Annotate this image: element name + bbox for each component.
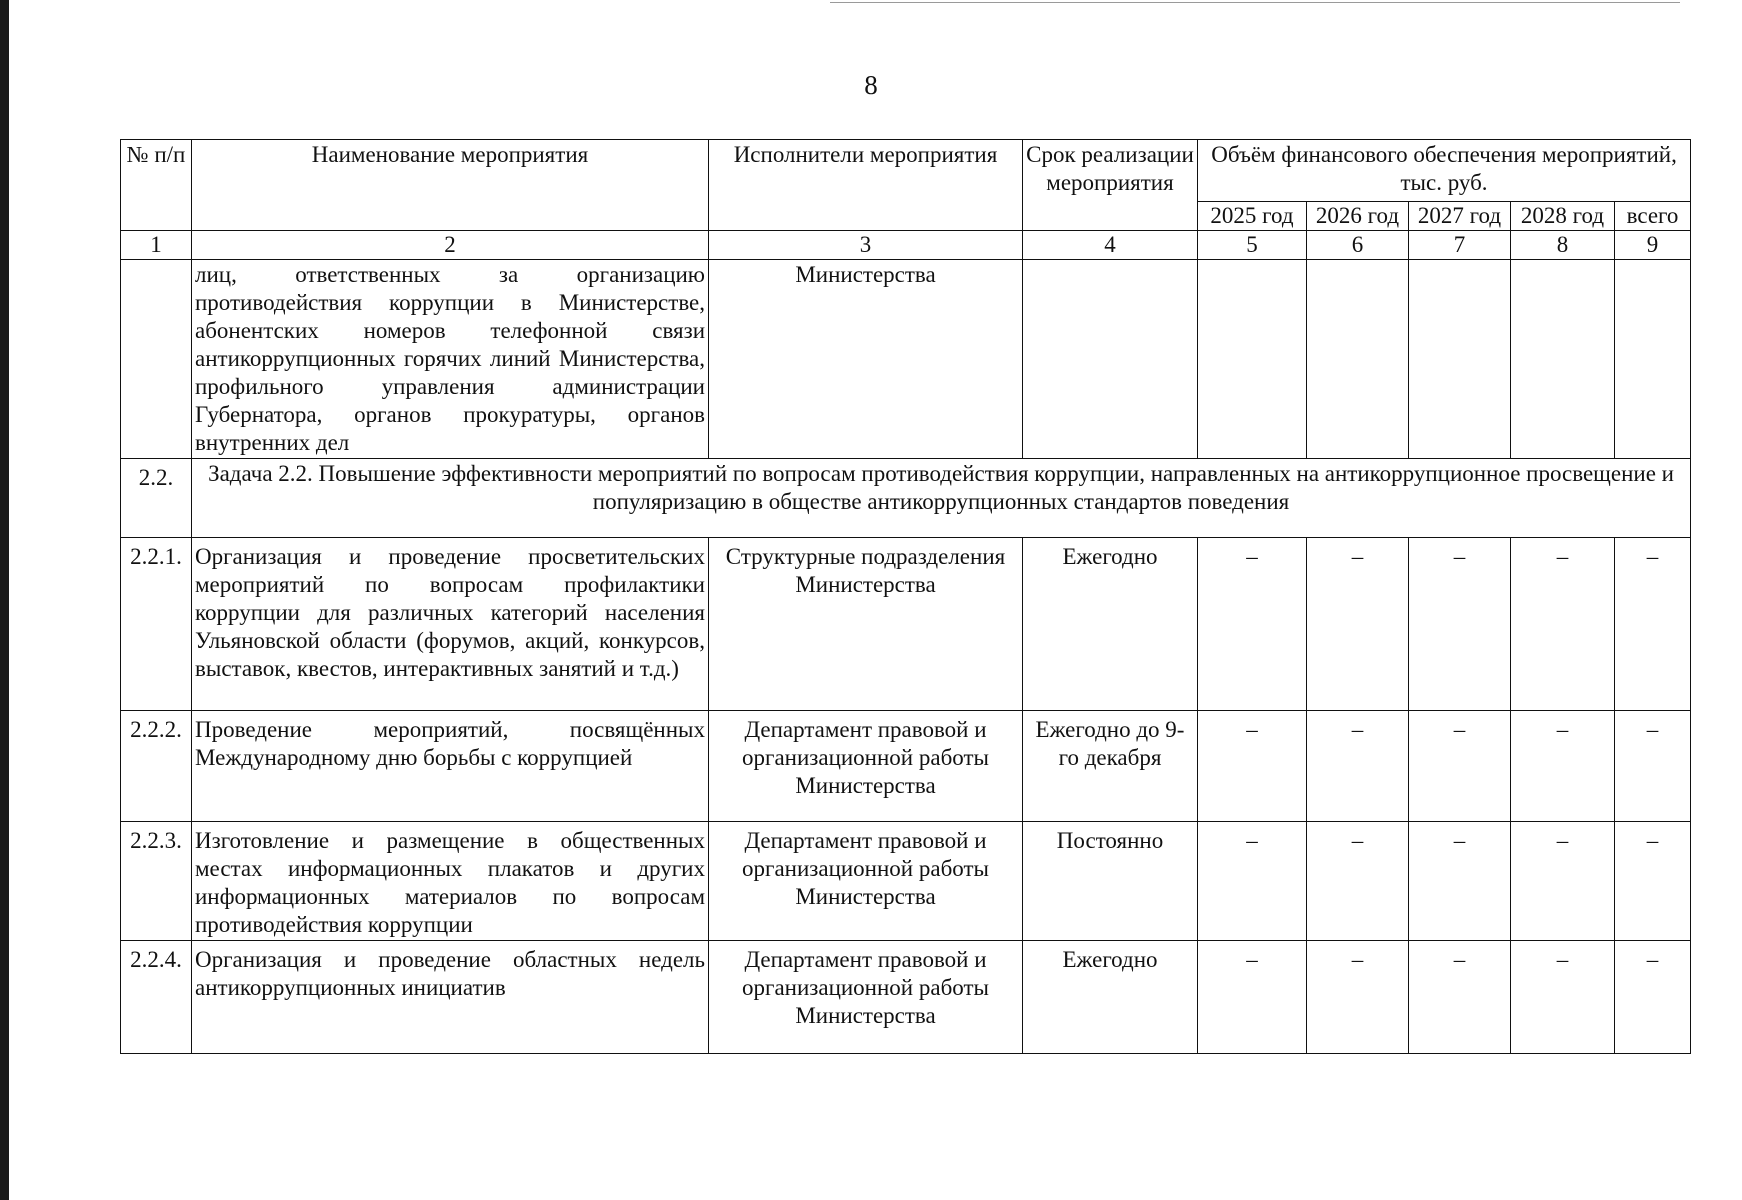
- item-value-2025: –: [1198, 538, 1307, 711]
- item-num: 2.2.4.: [121, 941, 192, 1054]
- column-number: 9: [1615, 231, 1691, 260]
- item-num: 2.2.3.: [121, 822, 192, 941]
- item-name: Проведение мероприятий, посвящённых Международному дню борьбы с коррупцией: [192, 711, 709, 822]
- row-name: лиц, ответственных за организацию противодействия коррупции в Министерстве, абонентских номеров телефонной связи антикоррупционных горячих линий Министерства, профильного управления администрации Губернатора, органов прокуратуры, органов внутренних дел: [192, 260, 709, 459]
- row-value-total: [1615, 260, 1691, 459]
- item-value-2025: –: [1198, 822, 1307, 941]
- column-number: 2: [192, 231, 709, 260]
- item-value-2026: –: [1307, 822, 1409, 941]
- item-name: Организация и проведение областных недель антикоррупционных инициатив: [192, 941, 709, 1054]
- item-value-2026: –: [1307, 538, 1409, 711]
- column-number: 7: [1409, 231, 1511, 260]
- row-value-2025: [1198, 260, 1307, 459]
- header-executors: Исполнители мероприятия: [709, 140, 1023, 231]
- item-term: Постоянно: [1023, 822, 1198, 941]
- row-value-2027: [1409, 260, 1511, 459]
- scan-top-rule: [830, 2, 1680, 3]
- item-value-2028: –: [1511, 822, 1615, 941]
- column-number: 6: [1307, 231, 1409, 260]
- header-finance: Объём финансового обеспечения мероприятий, тыс. руб.: [1198, 140, 1691, 202]
- activities-table: [120, 139, 1691, 1054]
- item-value-2025: –: [1198, 941, 1307, 1054]
- item-executors: Департамент правовой и организационной работы Министерства: [709, 711, 1023, 822]
- column-number: 1: [121, 231, 192, 260]
- row-num: [121, 260, 192, 459]
- task-text: Задача 2.2. Повышение эффективности мероприятий по вопросам противодействия коррупции, направленных на антикоррупционное просвещение и популяризацию в обществе антикоррупционных стандартов поведения: [192, 459, 1691, 538]
- item-value-2028: –: [1511, 941, 1615, 1054]
- item-value-2025: –: [1198, 711, 1307, 822]
- item-value-total: –: [1615, 538, 1691, 711]
- page-number: 8: [864, 70, 878, 100]
- item-value-2026: –: [1307, 941, 1409, 1054]
- column-number: 8: [1511, 231, 1615, 260]
- scan-left-edge: [0, 0, 9, 1200]
- item-name: Изготовление и размещение в общественных местах информационных плакатов и других информационных материалов по вопросам противодействия коррупции: [192, 822, 709, 941]
- row-executors: Министерства: [709, 260, 1023, 459]
- column-number: 5: [1198, 231, 1307, 260]
- item-value-2027: –: [1409, 822, 1511, 941]
- item-value-total: –: [1615, 941, 1691, 1054]
- item-executors: Департамент правовой и организационной работы Министерства: [709, 822, 1023, 941]
- item-term: Ежегодно: [1023, 538, 1198, 711]
- row-value-2026: [1307, 260, 1409, 459]
- header-total: всего: [1615, 201, 1691, 230]
- header-term: Срок реализации мероприятия: [1023, 140, 1198, 231]
- table-row: [121, 822, 1691, 941]
- header-year-2026: 2026 год: [1307, 201, 1409, 230]
- header-year-2027: 2027 год: [1409, 201, 1511, 230]
- item-executors: Структурные подразделения Министерства: [709, 538, 1023, 711]
- item-name: Организация и проведение просветительских мероприятий по вопросам профилактики коррупции для различных категорий населения Ульяновской области (форумов, акций, конкурсов, выставок, квестов, интерактивных занятий и т.д.): [192, 538, 709, 711]
- item-value-total: –: [1615, 822, 1691, 941]
- table-row: [121, 941, 1691, 1054]
- row-value-2028: [1511, 260, 1615, 459]
- item-executors: Департамент правовой и организационной работы Министерства: [709, 941, 1023, 1054]
- header-year-2028: 2028 год: [1511, 201, 1615, 230]
- header-name: Наименование мероприятия: [192, 140, 709, 231]
- item-value-2027: –: [1409, 711, 1511, 822]
- item-value-2027: –: [1409, 538, 1511, 711]
- item-term: Ежегодно до 9-го декабря: [1023, 711, 1198, 822]
- column-number: 4: [1023, 231, 1198, 260]
- header-num: № п/п: [121, 140, 192, 231]
- column-number: 3: [709, 231, 1023, 260]
- row-term: [1023, 260, 1198, 459]
- item-num: 2.2.2.: [121, 711, 192, 822]
- header-year-2025: 2025 год: [1198, 201, 1307, 230]
- item-num: 2.2.1.: [121, 538, 192, 711]
- item-value-2027: –: [1409, 941, 1511, 1054]
- table-row: [121, 260, 1691, 459]
- table-row: [121, 711, 1691, 822]
- item-value-2028: –: [1511, 711, 1615, 822]
- item-term: Ежегодно: [1023, 941, 1198, 1054]
- item-value-2028: –: [1511, 538, 1615, 711]
- item-value-total: –: [1615, 711, 1691, 822]
- task-num: 2.2.: [121, 459, 192, 538]
- column-numbers-row: [121, 231, 1691, 260]
- item-value-2026: –: [1307, 711, 1409, 822]
- task-row: [121, 459, 1691, 538]
- table-row: [121, 538, 1691, 711]
- table-header-row: [121, 140, 1691, 202]
